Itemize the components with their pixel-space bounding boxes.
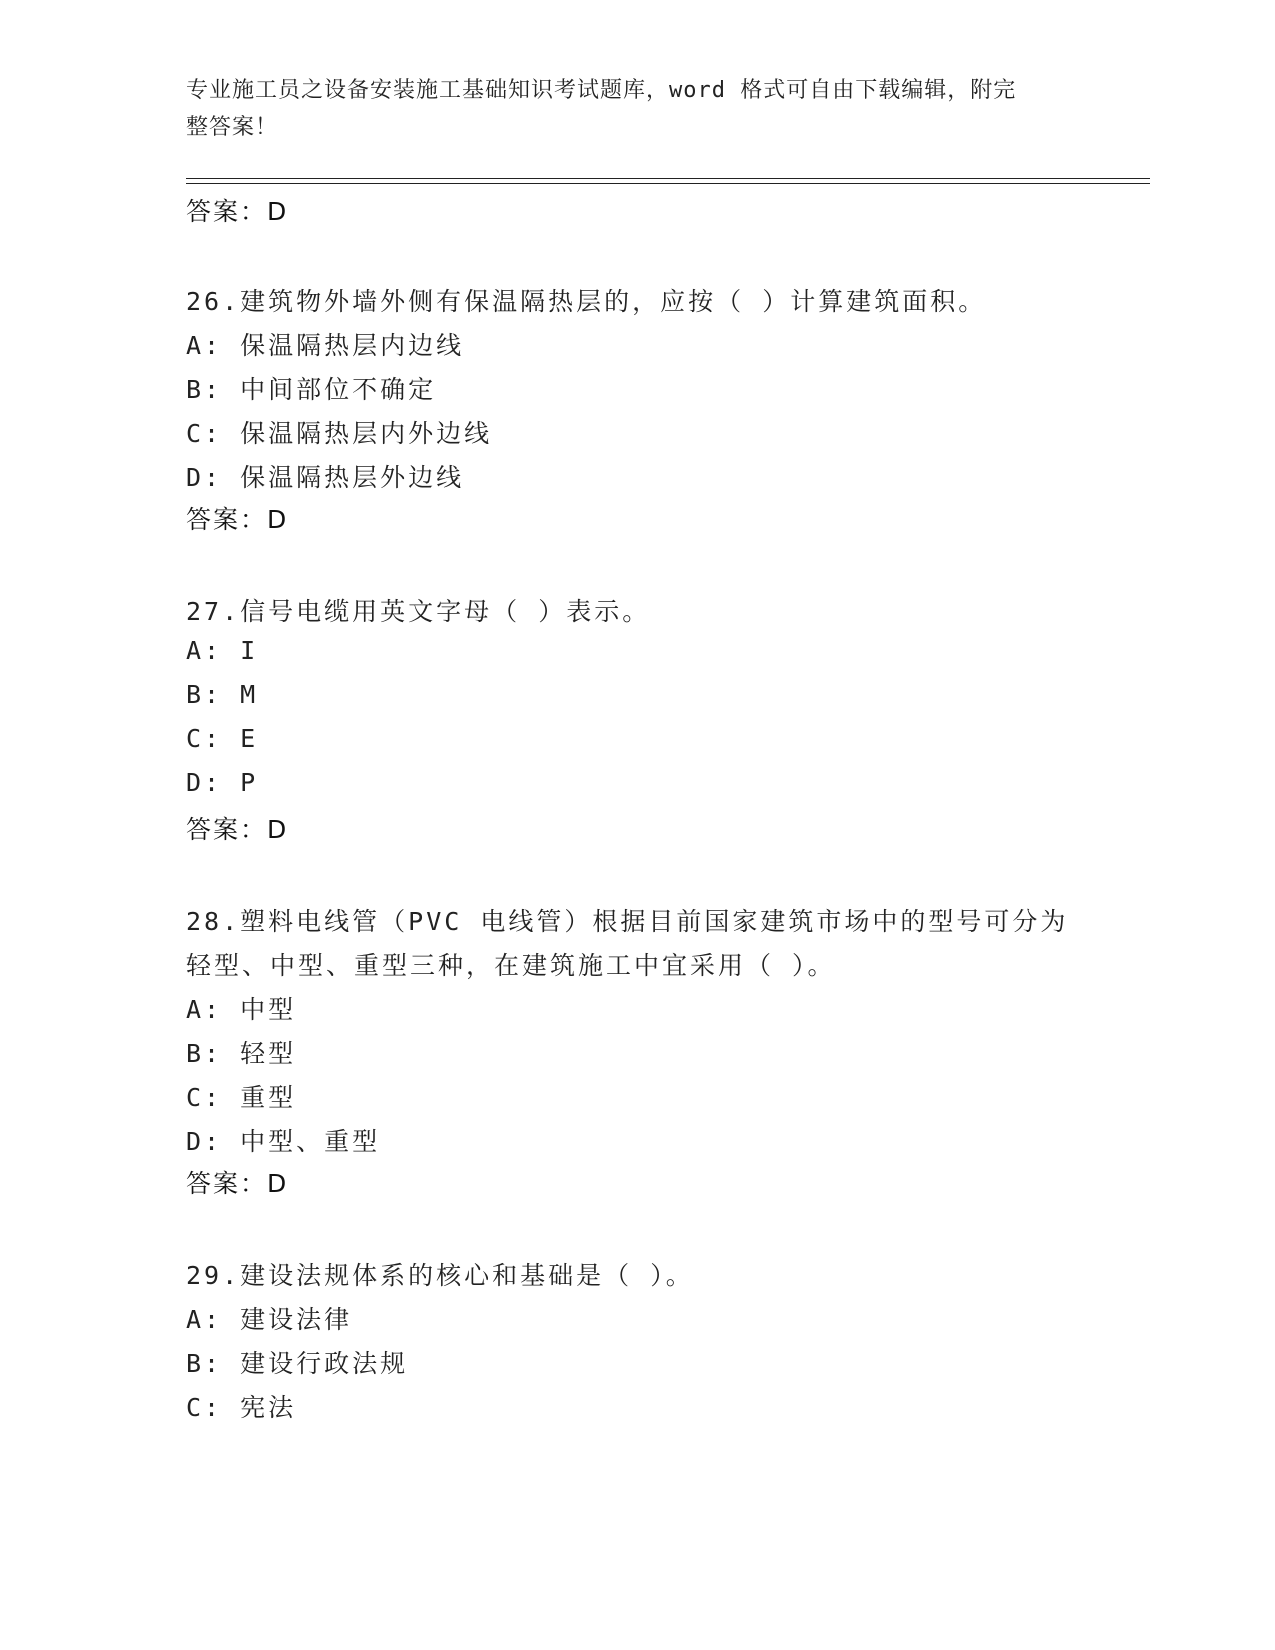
answer-line: 答案：D: [186, 1169, 289, 1198]
answer-line: 答案：D: [186, 815, 289, 844]
header-line-1: 专业施工员之设备安装施工基础知识考试题库，word 格式可自由下载编辑，附完: [186, 78, 1017, 103]
option-a: A: 保温隔热层内边线: [186, 331, 465, 360]
option-a: A: 建设法律: [186, 1305, 353, 1334]
question-stem: 26.建筑物外墙外侧有保温隔热层的，应按（ ）计算建筑面积。: [186, 287, 987, 316]
option-c: C: 宪法: [186, 1393, 297, 1422]
question-stem: 28.塑料电线管（PVC 电线管）根据目前国家建筑市场中的型号可分为: [186, 907, 1069, 936]
document-header: [186, 72, 1066, 146]
option-c: C: 重型: [186, 1083, 297, 1112]
option-b: B: 轻型: [186, 1039, 297, 1068]
option-c: C: 保温隔热层内外边线: [186, 419, 493, 448]
option-a: A: 中型: [186, 995, 297, 1024]
option-d: D: 保温隔热层外边线: [186, 463, 465, 492]
question-stem-continued: 轻型、中型、重型三种，在建筑施工中宜采用（ ）。: [186, 951, 836, 980]
answer-line: 答案：D: [186, 197, 289, 226]
question-stem: 27.信号电缆用英文字母（ ）表示。: [186, 597, 651, 626]
question-stem: 29.建设法规体系的核心和基础是（ ）。: [186, 1261, 694, 1290]
option-a: A: I: [186, 636, 259, 665]
answer-line: 答案：D: [186, 505, 289, 534]
option-b: B: M: [186, 680, 259, 709]
option-b: B: 建设行政法规: [186, 1349, 409, 1378]
header-divider-bottom: [186, 183, 1150, 184]
option-c: C: E: [186, 724, 259, 753]
option-d: D: 中型、重型: [186, 1127, 381, 1156]
header-divider-top: [186, 178, 1150, 179]
header-line-2: 整答案！: [186, 115, 279, 140]
option-d: D: P: [186, 768, 259, 797]
option-b: B: 中间部位不确定: [186, 375, 437, 404]
